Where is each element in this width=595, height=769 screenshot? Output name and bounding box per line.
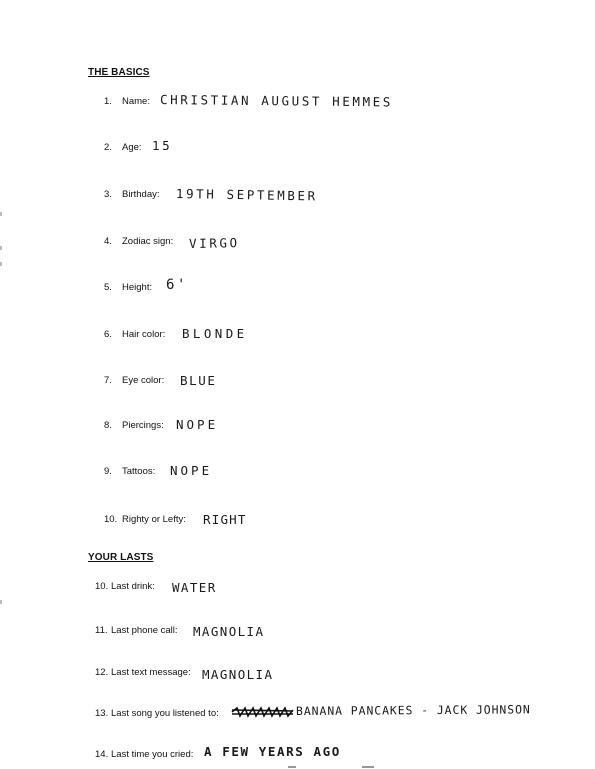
item-label: Age: (122, 142, 142, 153)
item-number: 12. (95, 667, 109, 678)
item-label: Last text message: (111, 667, 191, 678)
handwritten-answer: A FEW YEARS AGO (204, 744, 341, 759)
item-number: 10. (104, 514, 118, 525)
item-label: Last song you listened to: (111, 708, 219, 719)
item-label: Height: (122, 282, 153, 293)
item-label: Birthday: (122, 189, 160, 200)
item-label: Righty or Lefty: (122, 514, 186, 525)
item-number: 8. (104, 420, 112, 431)
item-number: 11. (95, 625, 108, 636)
item-label: Zodiac sign: (122, 236, 174, 247)
item-number: 13. (95, 708, 109, 719)
handwritten-answer: 15 (152, 138, 173, 153)
item-label: Hair color: (122, 329, 166, 340)
item-label: Tattoos: (122, 466, 156, 477)
binding-mark (0, 262, 2, 266)
handwritten-answer: VIRGO (188, 235, 240, 251)
item-number: 7. (104, 375, 112, 386)
item-label: Piercings: (122, 420, 164, 431)
item-number: 14. (95, 749, 109, 760)
item-number: 4. (104, 236, 112, 247)
handwritten-answer: BLUE (180, 373, 217, 388)
item-label: Last drink: (111, 581, 155, 592)
handwritten-answer: MAGNOLIA (202, 667, 274, 682)
handwritten-answer: 19TH SEPTEMBER (175, 186, 318, 204)
handwritten-answer: BANANA PANCAKES - JACK JOHNSON (295, 702, 531, 718)
handwritten-answer: BLONDE (182, 326, 248, 341)
item-number: 5. (104, 282, 112, 293)
stray-mark (288, 766, 296, 768)
section-heading-lasts: YOUR LASTS (88, 552, 154, 563)
handwritten-answer: RIGHT (203, 512, 247, 527)
item-number: 10. (95, 581, 109, 592)
handwritten-answer: MAGNOLIA (193, 624, 265, 639)
crossed-out-scribble (231, 706, 295, 718)
handwritten-answer: NOPE (176, 417, 219, 432)
item-number: 9. (104, 466, 112, 477)
item-number: 3. (104, 189, 112, 200)
item-label: Name: (122, 96, 150, 107)
binding-mark (0, 600, 2, 604)
item-label: Last time you cried: (111, 749, 194, 760)
item-number: 6. (104, 329, 112, 340)
binding-mark (0, 246, 2, 250)
handwritten-answer: 6' (166, 277, 189, 293)
binding-mark (0, 212, 2, 216)
item-number: 2. (104, 142, 112, 153)
stray-mark (362, 766, 374, 768)
section-heading-basics: THE BASICS (88, 67, 150, 78)
handwritten-answer: WATER (172, 580, 217, 595)
item-number: 1. (104, 96, 112, 107)
handwritten-answer: CHRISTIAN AUGUST HEMMES (159, 92, 393, 110)
item-label: Eye color: (122, 375, 165, 386)
handwritten-answer: NOPE (170, 463, 213, 478)
item-label: Last phone call: (111, 625, 178, 636)
